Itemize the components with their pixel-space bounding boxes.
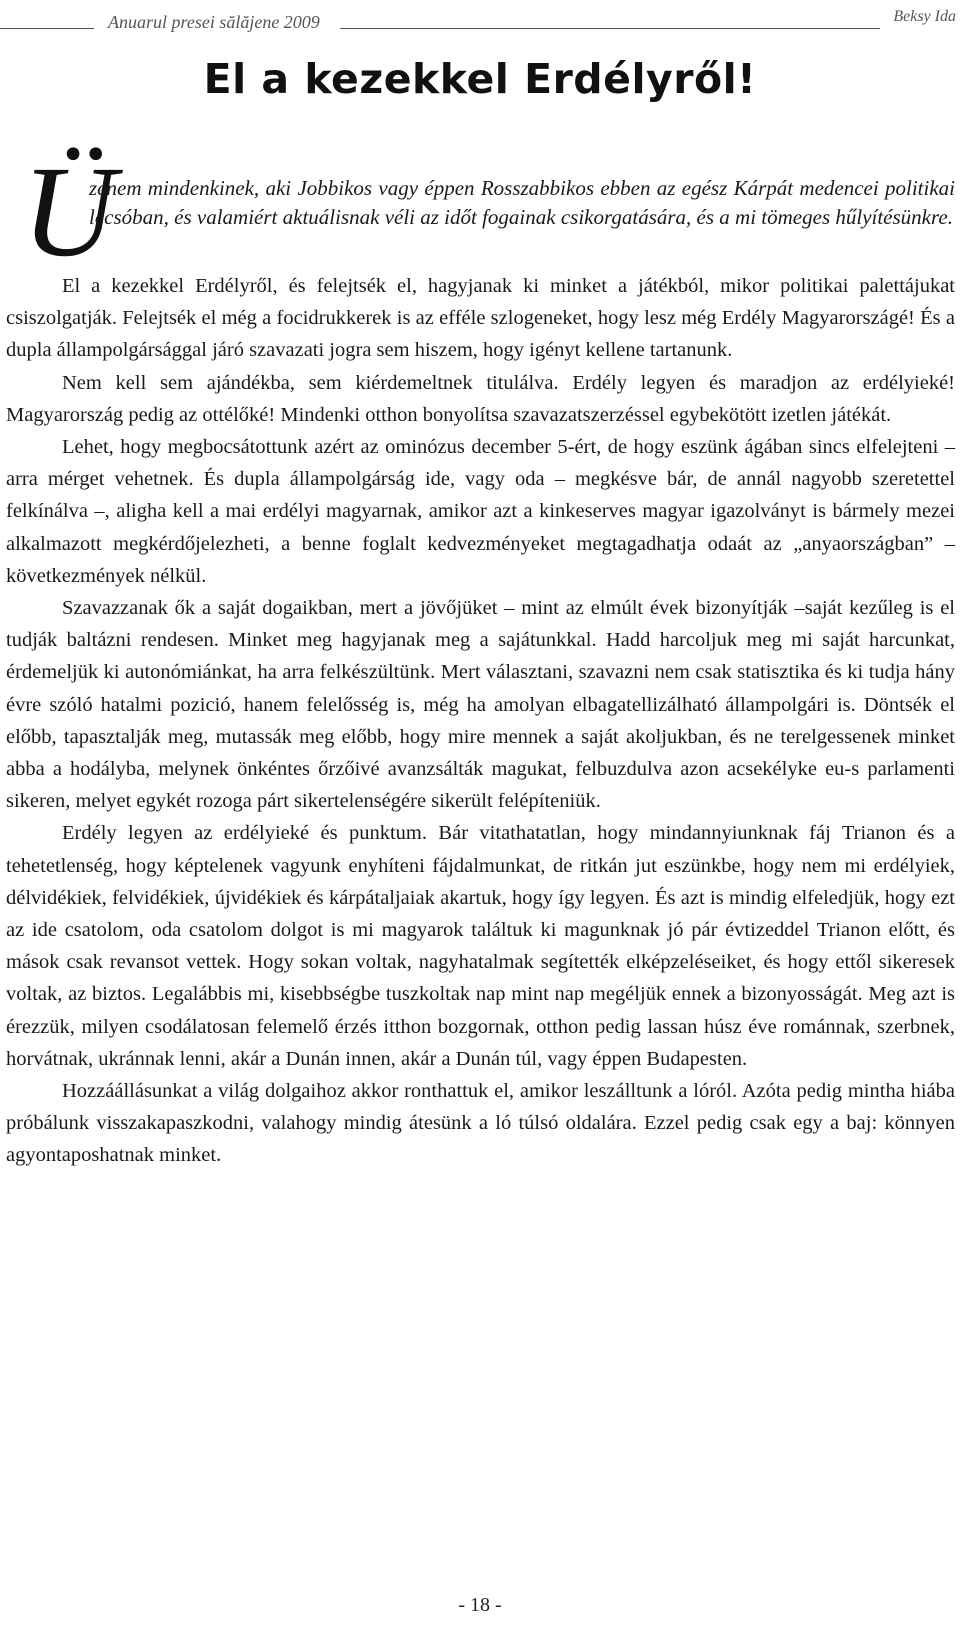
header-publication: Anuarul presei sălăjene 2009 [108, 12, 320, 32]
body-paragraph: Lehet, hogy megbocsátottunk azért az ominózus december 5-ért, de hogy eszünk ágában sincs elfelejteni – arra mérget vehetnek. És dupla állampolgárság ide, vagy oda – megkésve bár, de annál nagyobb szeretettel felkínálva –, aligha kell a mai erdélyi magyarnak, amikor azt a kinkeserves magyar igazolványt is bármely mezei alkalmazott megkérdőjelezheti, a benne foglalt kedvezményeket megtagadhatja odaát az „anyaországban” – következmények nélkül. [6, 436, 955, 587]
header-author: Beksy Ida [893, 8, 956, 25]
body-paragraph: Hozzáállásunkat a világ dolgaihoz akkor ronthattuk el, amikor leszálltunk a lóról. Azóta pedig mintha hiába próbálunk visszakapaszkodni, valahogy mindig átesünk a ló túlsó oldalára. Ezzel pedig csak egy a baj: könnyen agyontaposhatnak minket. [6, 1080, 955, 1167]
drop-cap: Ü [22, 140, 116, 284]
intro-paragraph: zenem mindenkinek, aki Jobbikos vagy éppen Rosszabbikos ebben az egész Kárpát medencei politikai lecsóban, és valamiért aktuálisnak véli az időt fogainak csikorgatására, és a mi tömeges hűlyítésünkre. [89, 176, 955, 229]
page-number: - 18 - [458, 1594, 502, 1616]
body-paragraph: Nem kell sem ajándékba, sem kiérdemeltnek titulálva. Erdély legyen és maradjon az erdélyieké! Magyarország pedig az ottélőké! Mindenki otthon bonyolítsa szavazatszerzéssel egybekötött izetlen játékát. [6, 371, 955, 426]
header-rule-right [340, 28, 880, 29]
body-paragraph: El a kezekkel Erdélyről, és felejtsék el, hagyjanak ki minket a játékból, mikor politikai palettájukat csiszolgatják. Felejtsék el még a focidrukkerek is az efféle szlogeneket, hogy lesz még Erdély Magyarországé! És a dupla állampolgársággal járó szavazati jogra sem hiszem, hogy igényt kellene tartanunk. [6, 275, 955, 362]
body-paragraph: Erdély legyen az erdélyieké és punktum. Bár vitathatatlan, hogy mindannyiunknak fáj Trianon és a tehetetlenség, hogy képtelenek vagyunk enyhíteni fájdalmunkat, de ritkán jut eszünkbe, hogy nem mi erdélyiek, délvidékiek, felvidékiek, újvidékiek és kárpátaljaiak akartuk, hogy így legyen. És azt is mindig elfeledjük, hogy ezt az ide csatolom, oda csatolom dolgot is mi magyarok találtuk ki magunknak jó pár évtizeddel Trianon előtt, és mások csak revansot vettek. Hogy sokan voltak, nagyhatalmak segítették elképzeléseiket, és hogy ettől sikeresek voltak, az biztos. Legalábbis mi, kisebbségbe tuszkoltak nap mint nap megéljük ennek a bizonyosságát. Meg azt is érezzük, milyen csodálatosan felemelő érzés itthon bozgornak, otthon pedig lassan húsz éve románnak, szerbnek, horvátnak, ukránnak lenni, akár a Dunán innen, akár a Dunán túl, vagy éppen Budapesten. [6, 822, 955, 1070]
article-title: El a kezekkel Erdélyről! [203, 55, 757, 103]
article-body [6, 270, 955, 1172]
body-paragraph: Szavazzanak ők a saját dogaikban, mert a jövőjüket – mint az elmúlt évek bizonyítják –saját kezűleg is el tudják baltázni rendesen. Minket meg hagyjanak meg a sajátunkkal. Hadd harcoljuk meg mi saját harcunkat, érdemeljük ki autonómiánkat, ha arra felkészültünk. Mert választani, szavazni nem csak statisztika és ki tudja hány évre szóló hatalmi pozició, hanem felelősség is, még ha amolyan elbagatellizálható állampolgári is. Döntsék el előbb, tapasztalják meg, mutassák meg előbb, hogy mire mennek a saját akoljukban, és ne terelgessenek minket abba a hodályba, melynek önkéntes őrzőivé avanzsálták magukat, felbuzdulva azon acsekélyke eu-s parlamenti sikeren, melyet egykét rozoga párt sikertelenségére sikerült felépíteniük. [6, 597, 955, 813]
header-rule-left [0, 28, 94, 29]
running-header [0, 6, 960, 34]
